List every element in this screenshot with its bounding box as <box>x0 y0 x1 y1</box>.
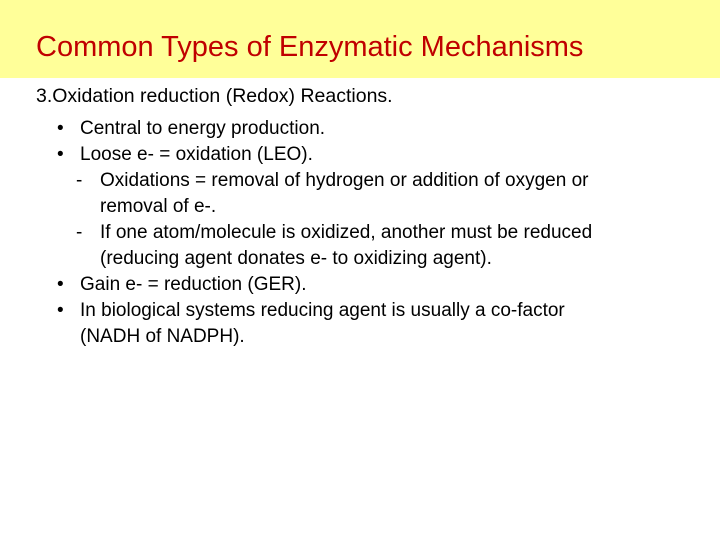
dash-icon: - <box>76 222 83 243</box>
list-item <box>0 272 720 298</box>
bullet-list <box>0 116 720 350</box>
sub-list-item <box>0 220 720 246</box>
slide-title: Common Types of Enzymatic Mechanisms <box>36 31 584 63</box>
sub-item-text: Oxidations = removal of hydrogen or addition of oxygen or <box>100 170 589 191</box>
sub-item-text: If one atom/molecule is oxidized, another must be reduced <box>100 222 593 243</box>
list-item <box>0 298 720 324</box>
bullet-icon: • <box>57 118 64 139</box>
list-item-continuation <box>0 324 720 350</box>
dash-icon: - <box>76 170 83 191</box>
list-item <box>0 142 720 168</box>
sub-item-text: (reducing agent donates e- to oxidizing agent). <box>100 248 492 269</box>
bullet-text: Central to energy production. <box>80 118 326 139</box>
bullet-text: (NADH of NADPH). <box>80 326 245 347</box>
sub-list-item-continuation <box>0 194 720 220</box>
bullet-icon: • <box>57 144 64 165</box>
bullet-text: Loose e- = oxidation (LEO). <box>80 144 313 165</box>
bullet-icon: • <box>57 300 64 321</box>
list-item <box>0 116 720 142</box>
bullet-icon: • <box>57 274 64 295</box>
title-bar <box>0 0 720 78</box>
sub-item-text: removal of e-. <box>100 196 217 217</box>
bullet-text: In biological systems reducing agent is usually a co-factor <box>80 300 565 321</box>
section-heading: 3.Oxidation reduction (Redox) Reactions. <box>36 85 393 107</box>
sub-list-item <box>0 168 720 194</box>
bullet-text: Gain e- = reduction (GER). <box>80 274 307 295</box>
sub-list-item-continuation <box>0 246 720 272</box>
